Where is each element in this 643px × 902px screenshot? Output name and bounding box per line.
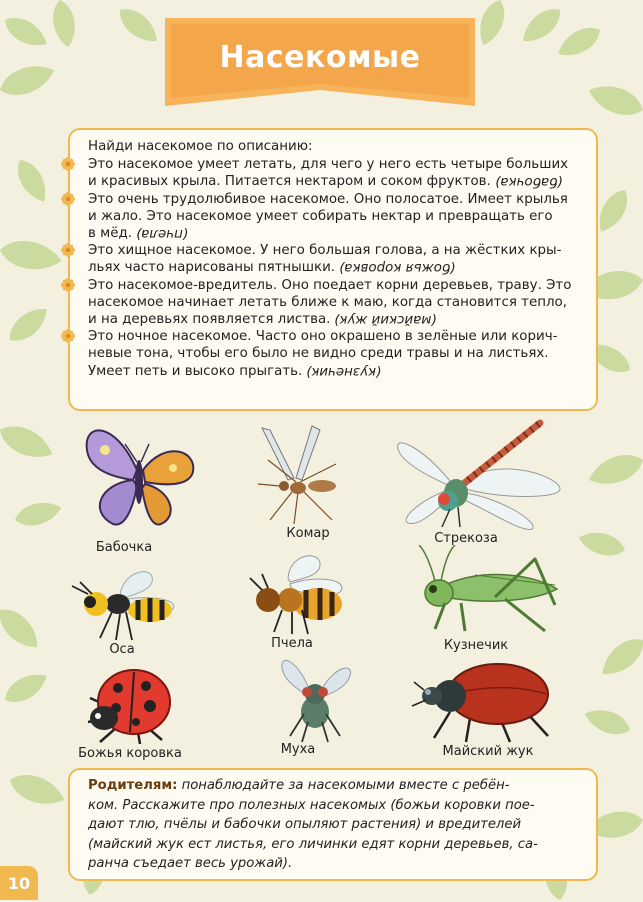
grasshopper-label: Кузнечик — [443, 638, 509, 653]
quiz-item-line: льях часто нарисованы пятнышки. — [88, 260, 336, 276]
quiz-item-line: невые тона, чтобы его было не видно среди травы и на листьях. — [88, 346, 549, 362]
quiz-answer-upside-down: (божья коровка) — [339, 260, 456, 276]
quiz-intro: Найди насекомое по описанию: — [88, 139, 313, 154]
quiz-box — [68, 128, 598, 411]
parents-line: понаблюдайте за насекомыми вместе с ребён- — [181, 778, 510, 793]
dragonfly-label: Стрекоза — [434, 531, 498, 546]
parents-line: дают тлю, пчёлы и бабочки опыляют растения) и вредителей — [88, 817, 522, 833]
quiz-answer-upside-down: (кузнечик) — [306, 363, 382, 379]
quiz-item-line: в мёд. — [88, 226, 133, 242]
flower-bullet-icon — [61, 157, 75, 171]
page-number: 10 — [0, 866, 38, 900]
quiz-answer-upside-down: (пчела) — [136, 226, 189, 242]
quiz-item — [82, 191, 588, 243]
bee-label: Пчела — [271, 636, 313, 651]
quiz-item — [82, 156, 588, 190]
quiz-item-line: Умеет петь и высоко прыгать. — [88, 363, 303, 379]
flower-bullet-icon — [61, 192, 75, 206]
quiz-item-line: насекомое начинает летать ближе к маю, когда становится тепло, — [88, 294, 567, 310]
quiz-item-line: Это насекомое-вредитель. Оно поедает корни деревьев, траву. Это — [88, 277, 572, 293]
fly-label: Муха — [280, 742, 316, 757]
quiz-item-line: Это ночное насекомое. Часто оно окрашено в зелёные или корич- — [88, 329, 558, 345]
parents-line: ранча съедает весь урожай). — [88, 856, 293, 872]
parents-line: ком. Расскажите про полезных насекомых (божьи коровки пое- — [88, 797, 535, 813]
quiz-answer-upside-down: (майский жук) — [334, 312, 438, 328]
butterfly-label: Бабочка — [95, 540, 153, 555]
title-banner — [165, 18, 475, 106]
quiz-item-line: Это насекомое умеет летать, для чего у него есть четыре больших — [88, 157, 569, 173]
quiz-item-line: Это очень трудолюбивое насекомое. Оно полосатое. Имеет крылья — [88, 191, 568, 207]
quiz-answer-upside-down: (бабочка) — [494, 174, 563, 190]
quiz-item — [82, 277, 588, 329]
quiz-item-line: и на деревьях появляется листва. — [88, 312, 331, 328]
flower-bullet-icon — [61, 243, 75, 257]
quiz-item-line: Это хищное насекомое. У него большая голова, а на жёстких кры- — [88, 243, 562, 259]
parents-line: (майский жук ест листья, его личинки едят корни деревьев, са- — [88, 836, 538, 852]
quiz-item-line: и красивых крыла. Питается нектаром и соком фруктов. — [88, 174, 491, 190]
parents-label: Родителям: — [88, 778, 178, 793]
flower-bullet-icon — [61, 329, 75, 343]
quiz-item — [82, 242, 588, 276]
mosquito-label: Комар — [286, 526, 330, 541]
parents-note — [68, 768, 598, 881]
page-title: Насекомые — [219, 40, 421, 75]
wasp-label: Оса — [109, 642, 135, 657]
quiz-item-line: и жало. Это насекомое умеет собирать нектар и превращать его — [88, 208, 553, 224]
quiz-item — [82, 328, 588, 380]
ladybug-label: Божья коровка — [78, 746, 182, 761]
flower-bullet-icon — [61, 278, 75, 292]
maybug-label: Майский жук — [442, 744, 534, 759]
